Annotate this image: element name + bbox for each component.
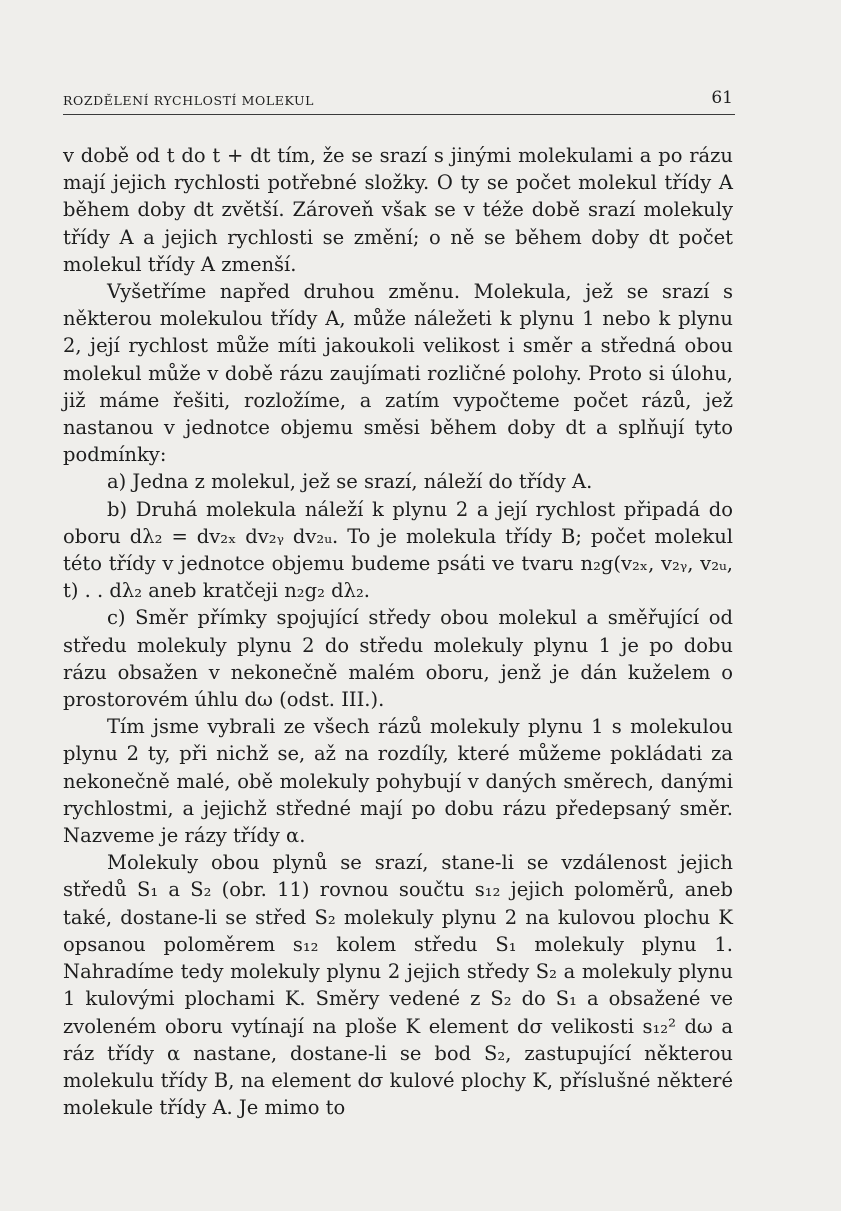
page-number: 61 xyxy=(711,88,733,108)
running-title: ROZDĚLENÍ RYCHLOSTÍ MOLEKUL xyxy=(63,93,315,108)
paragraph: Tím jsme vybrali ze všech rázů molekuly plynu 1 s molekulou plynu 2 ty, při nichž se, až na rozdíly, které můžeme pokládati za nekonečně malé, obě molekuly pohybují v daných směrech, danými rychlostmi, a jejichž středné mají po dobu rázu předepsaný směr. Nazveme je rázy třídy α. xyxy=(63,715,733,848)
paragraph: Vyšetříme napřed druhou změnu. Molekula, jež se srazí s některou molekulou třídy A, může náležeti k plynu 1 nebo k plynu 2, její rychlost může míti jakoukoli velikost i směr a středná obou molekul může v době rázu zaujímati rozličné polohy. Proto si úlohu, již máme řešiti, rozložíme, a zatím vypočteme počet rázů, jež nastanou v jednotce objemu směsi během doby dt a splňují tyto podmínky: xyxy=(63,280,733,467)
condition-b: b) Druhá molekula náleží k plynu 2 a její rychlost připadá do oboru dλ₂ = dv₂ₓ dv₂ᵧ dv₂ᵤ. To je molekula třídy B; počet molekul této třídy v jednotce objemu budeme psáti ve tvaru n₂g(v₂ₓ, v₂ᵧ, v₂ᵤ, t) . . dλ₂ aneb kratčeji n₂g₂ dλ₂. xyxy=(63,497,733,603)
running-header xyxy=(63,88,733,110)
condition-a: a) Jedna z molekul, jež se srazí, náleží do třídy A. xyxy=(107,470,593,494)
header-rule xyxy=(63,114,735,115)
paragraph: v době od t do t + dt tím, že se srazí s jinými molekulami a po rázu mají jejich rychlosti potřebné složky. O ty se počet molekul třídy A během doby dt zvětší. Zároveň však se v téže době srazí molekuly třídy A a jejich rychlosti se změní; o ně se během doby dt počet molekul třídy A zmenší. xyxy=(63,144,733,276)
body-text xyxy=(63,142,733,1121)
condition-c: c) Směr přímky spojující středy obou molekul a směřující od středu molekuly plynu 2 do středu molekuly plynu 1 je po dobu rázu obsažen v nekonečně malém oboru, jenž je dán kuželem o prostorovém úhlu dω (odst. III.). xyxy=(63,606,733,712)
paragraph: Molekuly obou plynů se srazí, stane-li se vzdálenost jejich středů S₁ a S₂ (obr. 11) rovnou součtu s₁₂ jejich poloměrů, aneb také, dostane-li se střed S₂ molekuly plynu 2 na kulovou plochu K opsanou poloměrem s₁₂ kolem středu S₁ molekuly plynu 1. Nahradíme tedy molekuly plynu 2 jejich středy S₂ a molekuly plynu 1 kulovými plochami K. Směry vedené z S₂ do S₁ a obsažené ve zvoleném oboru vytínají na ploše K element dσ velikosti s₁₂² dω a ráz třídy α nastane, dostane-li se bod S₂, zastupující některou molekulu třídy B, na element dσ kulové plochy K, příslušné některé molekule třídy A. Je mimo to xyxy=(63,851,733,1120)
